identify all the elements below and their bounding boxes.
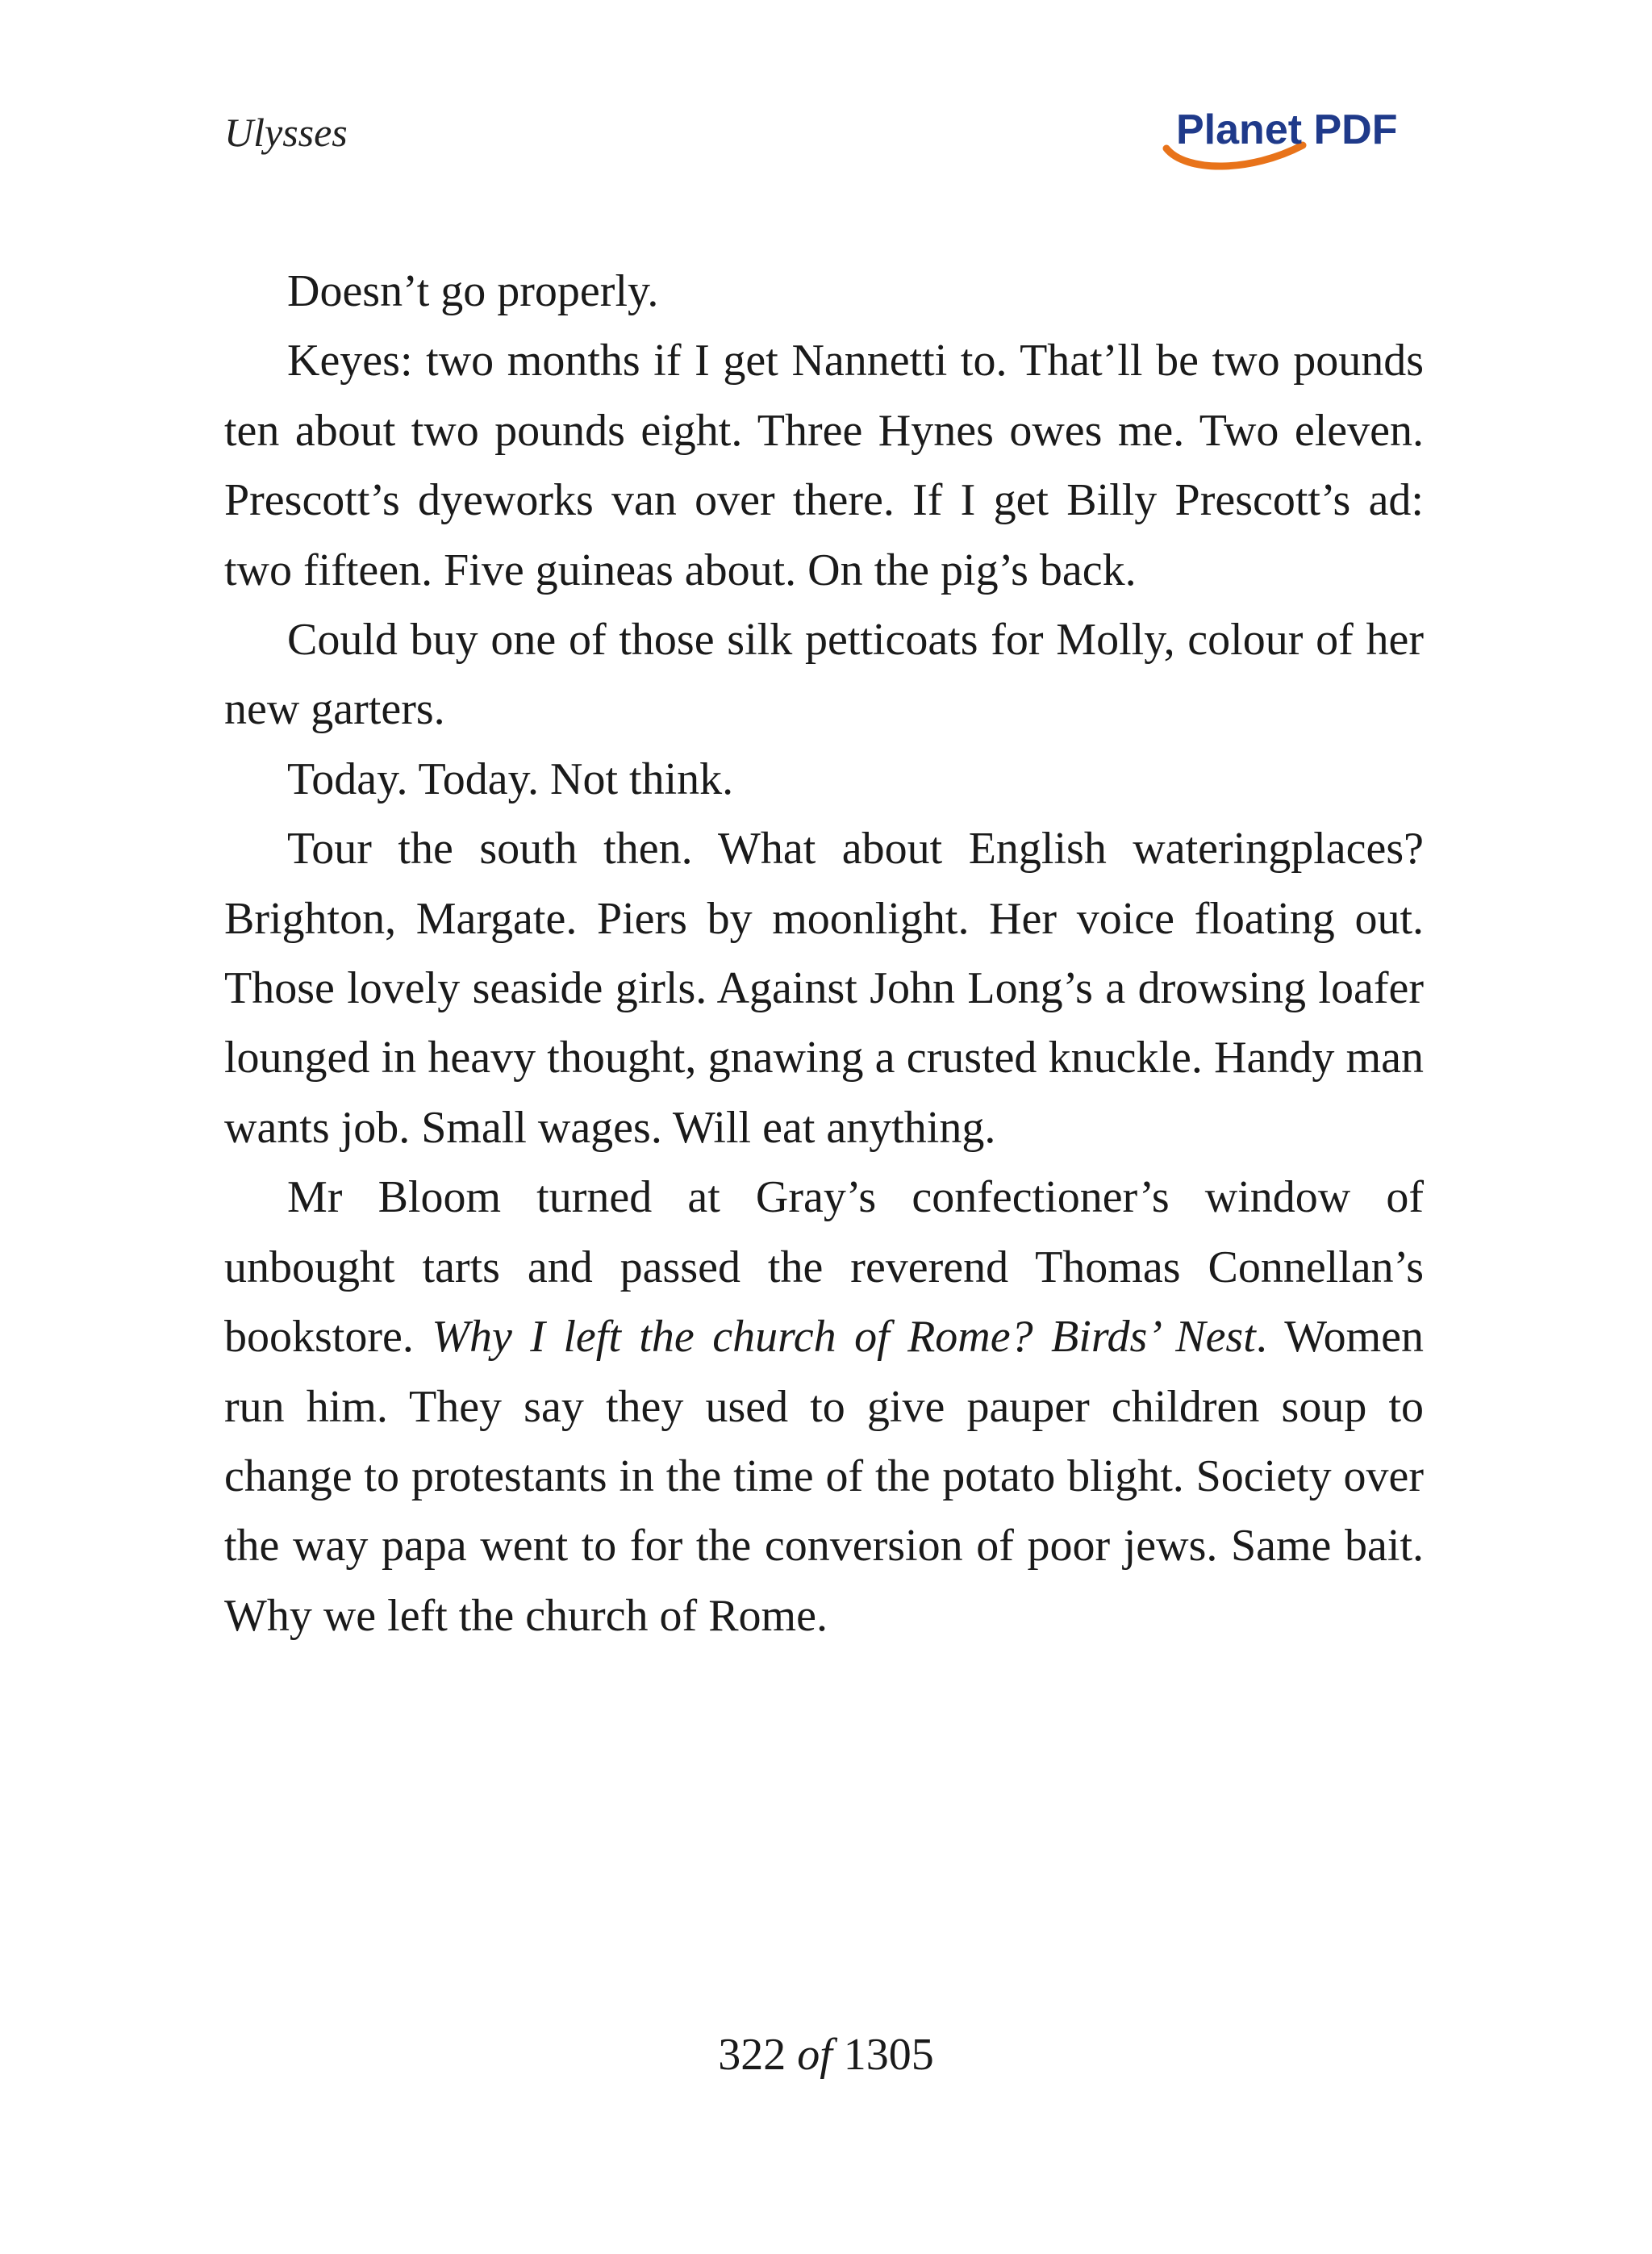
paragraph-6 [224, 1162, 1424, 1651]
page-of-label: of [797, 2030, 832, 2080]
planet-pdf-logo [1162, 98, 1420, 179]
paragraph-3: Could buy one of those silk petticoats for Molly, colour of her new garters. [224, 615, 1424, 735]
paragraph-4: Today. Today. Not think. [287, 753, 734, 804]
current-page: 322 [718, 2030, 786, 2080]
paragraph-6-text-b: . Women run him. They say they used to give pauper children soup to change to protestants in the time of the potato blight. Society over the way papa went to for the conversion of poor jews. Same bait. Why we left the church of Rome. [224, 1312, 1425, 1641]
paragraph-5: Tour the south then. What about English wateringplaces? Brighton, Margate. Piers by moonlight. Her voice floating out. Those lovely seaside girls. Against John Long’s a drowsing loafer lounged in heavy thought, gnawing a crusted knuckle. Handy man wants job. Small wages. Will eat anything. [224, 824, 1424, 1153]
total-pages: 1305 [843, 2030, 934, 2080]
planet-pdf-logo-graphic [1162, 98, 1420, 179]
body-text [224, 257, 1424, 1651]
logo-wordmark: Planet PDF [1176, 106, 1398, 153]
page-number [0, 2027, 1652, 2083]
running-header-title: Ulysses [224, 110, 348, 155]
paragraph-2: Keyes: two months if I get Nannetti to. That’ll be two pounds ten about two pounds eight. Three Hynes owes me. Two eleven. Prescott’s dyeworks van over there. If I get Billy Prescott’s ad: two fifteen. Five guineas about. On the pig’s back. [224, 336, 1424, 595]
paragraph-1: Doesn’t go properly. [287, 266, 659, 316]
paragraph-6-text-a: Mr Bloom turned at Gray’s confectioner’s window of unbought tarts and passed the reverend Thomas Connellan’s bookstore. [224, 1172, 1424, 1363]
book-title-italic: Why I left the church of Rome? Birds’ Nest [432, 1312, 1256, 1363]
